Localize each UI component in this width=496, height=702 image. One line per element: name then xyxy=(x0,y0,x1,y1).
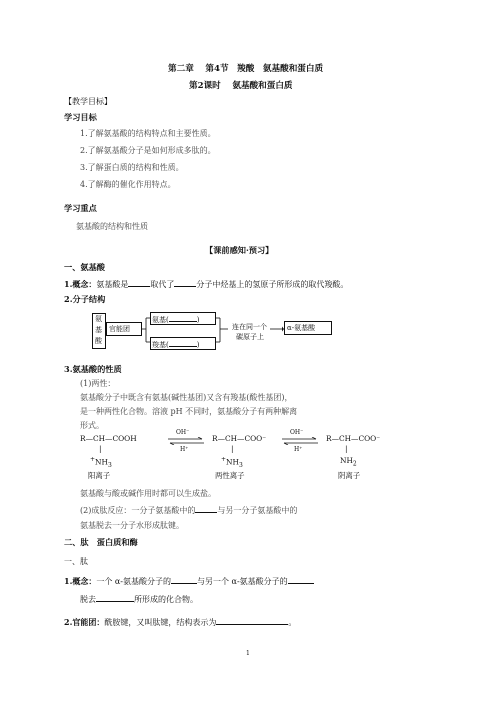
condensation-text-b: 与另一分子氨基酸中的 xyxy=(217,506,298,515)
connected-text-1: 连在同一个 xyxy=(232,323,267,331)
section2-title: 二、肽 蛋白质和酶 xyxy=(64,537,138,547)
carboxyl-group-close: ) xyxy=(196,341,200,349)
carboxyl-group-text: 羧基( xyxy=(152,341,169,349)
anion-nh: NH xyxy=(340,456,353,465)
peptide-concept-line xyxy=(64,575,314,587)
subsection-peptide: 一、肽 xyxy=(64,557,88,566)
zwitterion-bond: | xyxy=(231,444,234,453)
anion-name: 阴离子 xyxy=(338,471,361,480)
amphoteric-text-1: 氨基酸分子中既含有氨基(碱性基团)又含有羧基(酸性基团)， xyxy=(80,393,293,402)
cation-charge: + xyxy=(90,456,96,463)
diagram-arrow xyxy=(270,326,284,332)
peptide-concept-line-2 xyxy=(80,593,198,605)
cation-formula: R—CH—COOH xyxy=(80,434,137,443)
arrow1-top: OH⁻ xyxy=(176,429,190,436)
condensation-text-a: (2)成肽反应：一分子氨基酸中的 xyxy=(80,506,196,515)
zwitterion-nh: NH xyxy=(226,457,239,467)
zwitterion-sub: 3 xyxy=(238,461,243,469)
amphoteric-label: (1)两性： xyxy=(80,379,116,388)
amphoteric-text-2: 是一种两性化合物。溶液 pH 不同时，氨基酸分子有两种解离 xyxy=(80,407,298,416)
concept-text-a: 氨基酸是 xyxy=(96,280,129,289)
peptide-blank-1 xyxy=(171,575,197,584)
teaching-goal-header: 【教学目标】 xyxy=(64,97,112,106)
peptide-concept-label: 1.概念： xyxy=(64,576,97,586)
functional-group-label: 官能团 xyxy=(109,325,130,333)
amino-acid-char-2: 基 xyxy=(95,326,102,334)
zwitterion-name: 两性离子 xyxy=(215,471,245,480)
amino-acid-char-1: 氨 xyxy=(95,315,102,323)
peptide-blank-3 xyxy=(96,593,134,602)
cation-name: 阳离子 xyxy=(88,471,111,480)
key-point-text: 氨基酸的结构和性质 xyxy=(76,222,148,231)
amino-group-blank xyxy=(169,314,197,322)
preview-header: 【课前感知·预习】 xyxy=(205,245,274,255)
peptide-concept-a: 一个 α-氨基酸分子的 xyxy=(96,577,172,586)
cation-substituent xyxy=(90,456,112,469)
cation-bond: | xyxy=(99,444,102,453)
peptide-concept-c: 脱去 xyxy=(80,595,96,604)
peptide-blank-2 xyxy=(288,575,314,584)
amino-group-text: 氨基( xyxy=(152,316,169,324)
section1-title: 一、氨基酸 xyxy=(64,262,105,272)
peptide-concept-b: 与另一个 α-氨基酸分子的 xyxy=(197,577,288,586)
goal-item-3: 3.了解蛋白质的结构和性质。 xyxy=(80,163,184,172)
functional-group-line xyxy=(64,616,296,628)
condensation-line-1 xyxy=(80,504,297,516)
concept-blank-1 xyxy=(128,278,150,287)
goal-item-1: 1.了解氨基酸的结构特点和主要性质。 xyxy=(80,129,216,138)
page-subtitle: 第2课时 氨基酸和蛋白质 xyxy=(189,81,293,91)
amphoteric-text-3: 形式。 xyxy=(80,421,104,430)
amino-acid-char-3: 酸 xyxy=(95,337,102,345)
anion-substituent xyxy=(340,456,357,467)
page-title: 第二章 第4节 羧酸 氨基酸和蛋白质 xyxy=(168,64,324,74)
acid-base-text: 氨基酸与酸或碱作用时都可以生成盐。 xyxy=(80,489,216,498)
functional-group-blank xyxy=(216,616,288,625)
arrow2-bottom: H⁺ xyxy=(294,446,303,453)
arrow2-top: OH⁻ xyxy=(290,429,304,436)
arrow1-bottom: H⁺ xyxy=(180,446,189,453)
amino-group-close: ) xyxy=(196,316,200,324)
concept-text-b: 取代了 xyxy=(150,280,175,289)
peptide-concept-d: 所形成的化合物。 xyxy=(134,595,198,604)
concept-label: 1.概念： xyxy=(64,279,97,289)
amino-group-label xyxy=(152,314,199,325)
structure-label: 2.分子结构 xyxy=(64,294,106,304)
goal-item-4: 4.了解酶的催化作用特点。 xyxy=(80,180,176,189)
anion-formula: R—CH—COO⁻ xyxy=(326,434,381,443)
concept-text-c: 分子中烃基上的氢原子所形成的取代羧酸。 xyxy=(196,280,349,289)
zwitterion-charge: + xyxy=(221,456,227,463)
alpha-amino-acid-label: α-氨基酸 xyxy=(287,324,316,332)
key-points-header: 学习重点 xyxy=(64,203,97,213)
arrow2-equilibrium xyxy=(282,437,318,445)
carboxyl-group-label xyxy=(152,339,199,350)
connected-text-2: 碳原子上 xyxy=(236,333,264,341)
functional-group-line-label: 2.官能团： xyxy=(64,617,105,627)
functional-group-end: 。 xyxy=(288,618,297,627)
cation-sub: 3 xyxy=(107,461,112,469)
condensation-line-2: 氨基脱去一分子水形成肽键。 xyxy=(80,521,184,530)
property-label: 3.氨基酸的性质 xyxy=(64,364,122,374)
zwitterion-substituent xyxy=(221,456,243,469)
study-goals-header: 学习目标 xyxy=(64,112,97,122)
carboxyl-group-blank xyxy=(169,339,197,347)
goal-item-2: 2.了解氨基酸分子是如何形成多肽的。 xyxy=(80,146,216,155)
anion-bond: | xyxy=(345,444,348,453)
condensation-blank xyxy=(195,504,217,513)
page-number: 1 xyxy=(246,650,250,657)
arrow1-equilibrium xyxy=(168,437,204,445)
cation-nh: NH xyxy=(95,457,108,467)
concept-line xyxy=(64,278,348,290)
functional-group-text: 酰胺键，又叫肽键，结构表示为 xyxy=(104,618,217,627)
zwitterion-formula: R—CH—COO⁻ xyxy=(212,434,267,443)
anion-sub: 2 xyxy=(352,460,357,468)
concept-blank-2 xyxy=(174,278,196,287)
